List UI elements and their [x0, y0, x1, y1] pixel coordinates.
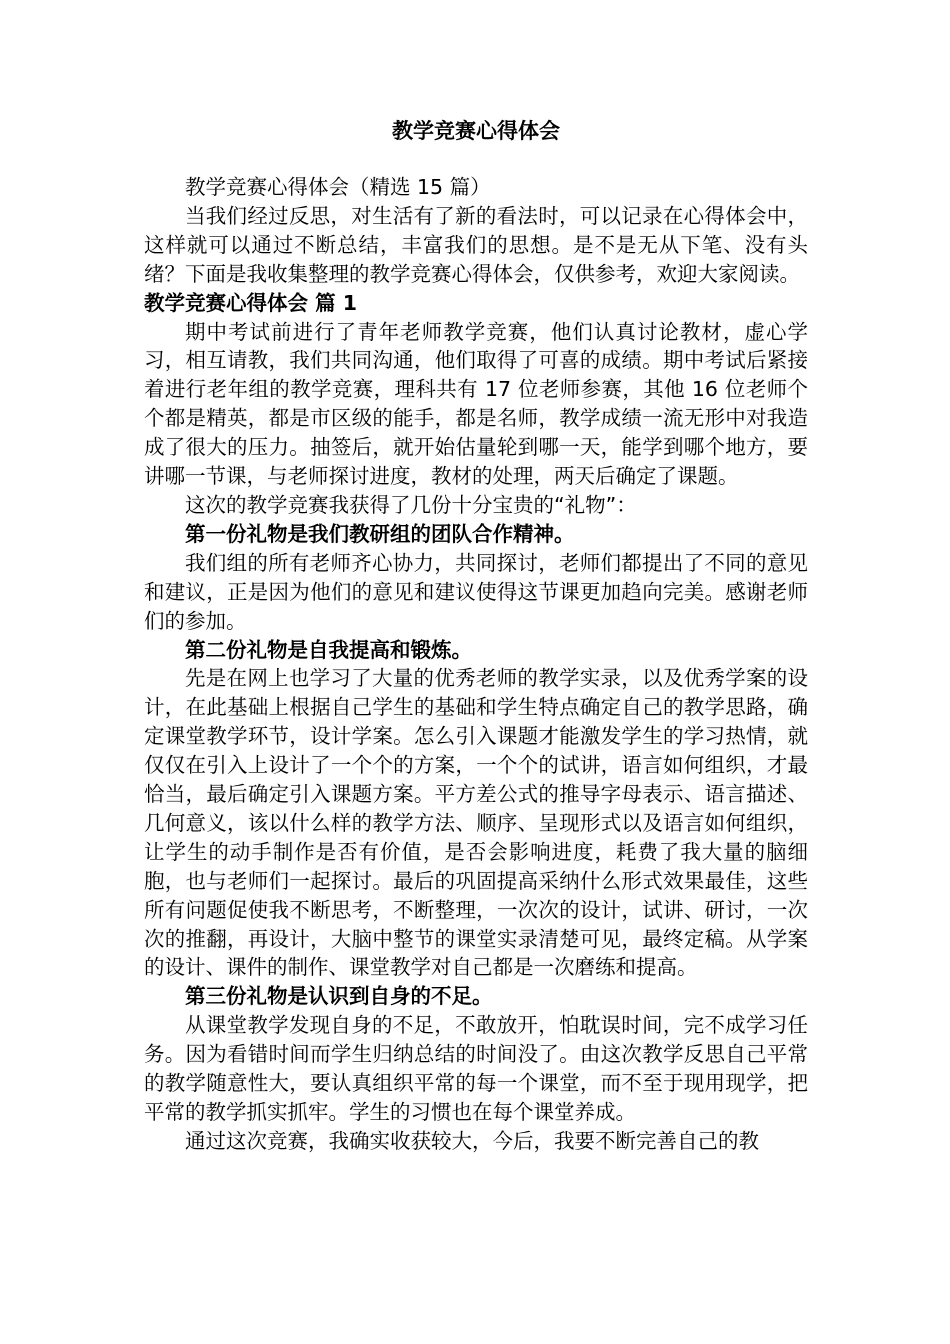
gift-1-heading: 第一份礼物是我们教研组的团队合作精神。 [185, 521, 575, 546]
intro-paragraph: 当我们经过反思，对生活有了新的看法时，可以记录在心得体会中，这样就可以通过不断总结，丰富我们的思想。是不是无从下笔、没有头绪？下面是我收集整理的教学竞赛心得体会，仅供参考，欢迎大家阅读。 [144, 203, 808, 286]
document-page [144, 116, 808, 1156]
paragraph-1: 期中考试前进行了青年老师教学竞赛，他们认真讨论教材，虚心学习，相互请教，我们共同沟通，他们取得了可喜的成绩。期中考试后紧接着进行老年组的教学竞赛，理科共有 17 位老师参赛，其他 16 位老师个个都是精英，都是市区级的能手，都是名师，教学成绩一流无形中对我造成了很大的压力。抽签后，就开始估量轮到哪一天，能学到哪个地方，要讲哪一节课，与老师探讨进度，教材的处理，两天后确定了课题。 [144, 319, 808, 489]
document-subtitle: 教学竞赛心得体会（精选 15 篇） [185, 175, 491, 199]
closing-paragraph: 通过这次竞赛，我确实收获较大，今后，我要不断完善自己的教 [185, 1128, 759, 1153]
gift-2-text: 先是在网上也学习了大量的优秀老师的教学实录，以及优秀学案的设计，在此基础上根据自己学生的基础和学生特点确定自己的教学思路，确定课堂教学环节，设计学案。怎么引入课题才能激发学生的学习热情，就仅仅在引入上设计了一个个的方案，一个个的试讲，语言如何组织，才最恰当，最后确定引入课题方案。平方差公式的推导字母表示、语言描述、几何意义，该以什么样的教学方法、顺序、呈现形式以及语言如何组织，让学生的动手制作是否有价值，是否会影响进度，耗费了我大量的脑细胞，也与老师们一起探讨。最后的巩固提高采纳什么形式效果最佳，这些所有问题促使我不断思考，不断整理，一次次的设计，试讲、研讨，一次次的推翻，再设计，大脑中整节的课堂实录清楚可见，最终定稿。从学案的设计、课件的制作、课堂教学对自己都是一次磨练和提高。 [144, 666, 808, 980]
document-title: 教学竞赛心得体会 [392, 119, 560, 143]
section-heading: 教学竞赛心得体会 篇 1 [144, 290, 358, 315]
gift-1-text: 我们组的所有老师齐心协力，共同探讨，老师们都提出了不同的意见和建议，正是因为他们的意见和建议使得这节课更加趋向完美。感谢老师们的参加。 [144, 550, 808, 633]
paragraph-2: 这次的教学竞赛我获得了几份十分宝贵的“礼物”： [185, 492, 637, 517]
gift-2-heading: 第二份礼物是自我提高和锻炼。 [185, 637, 472, 662]
gift-3-text: 从课堂教学发现自身的不足，不敢放开，怕耽误时间，完不成学习任务。因为看错时间而学生归纳总结的时间没了。由这次教学反思自己平常的教学随意性大，要认真组织平常的每一个课堂，而不至于现用现学，把平常的教学抓实抓牢。学生的习惯也在每个课堂养成。 [144, 1013, 808, 1124]
gift-3-heading: 第三份礼物是认识到自身的不足。 [185, 984, 493, 1009]
